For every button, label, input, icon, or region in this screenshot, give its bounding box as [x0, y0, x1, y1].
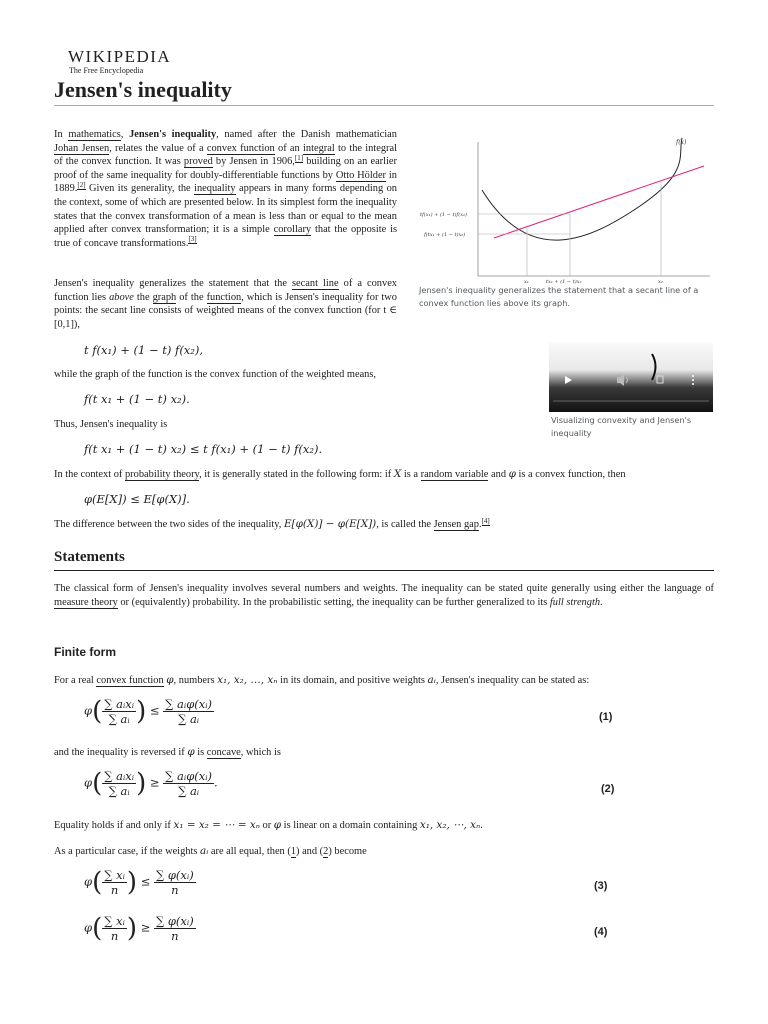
- page-title: Jensen's inequality: [54, 77, 232, 102]
- link-secant-line[interactable]: secant line: [292, 278, 339, 289]
- equation-number-3: (3): [594, 880, 608, 892]
- graph-paragraph: while the graph of the function is the convex function of the weighted means,: [54, 369, 377, 380]
- equation-number-1: (1): [599, 711, 613, 723]
- title-divider: [54, 105, 714, 106]
- link-equation-2[interactable]: 2: [323, 846, 329, 857]
- equation-probability: φ(E[X]) ≤ E[φ(X)].: [84, 492, 190, 506]
- link-random-variable[interactable]: random variable: [420, 469, 489, 480]
- video-frame: [549, 342, 713, 412]
- equality-paragraph: Equality holds if and only if x₁ = x₂ = ⋯ = xₙ or φ is linear on a domain containing x₁, x₂, ⋯, xₙ.: [54, 819, 483, 831]
- convex-secant-figure[interactable]: [420, 128, 712, 284]
- link-mathematics[interactable]: mathematics: [68, 129, 121, 140]
- link-integral[interactable]: integral: [302, 142, 335, 154]
- equation-4: φ( $\frac{\text{∑ xᵢ}}{n}$ ) ≥ $\frac{\text{∑ φ(xᵢ)}}{n}$: [84, 913, 194, 944]
- convex-curve: [482, 138, 682, 240]
- video-progress-bar[interactable]: [553, 400, 709, 402]
- function-value-label: f(tx₁ + (1 − t)x₂): [424, 232, 466, 238]
- link-convex-function[interactable]: convex function: [206, 142, 275, 154]
- equation-secant: t f(x₁) + (1 − t) f(x₂),: [84, 343, 204, 357]
- secant-paragraph: Jensen's inequality generalizes the statement that the secant line of a convex function lies above the graph of the function, which is Jensen's inequality for two points: the secant line consists of weighted means of the convex function (for t ∈ [0,1]),: [54, 278, 397, 330]
- video-player[interactable]: [549, 342, 713, 412]
- equation-2: φ( $\frac{\text{∑ aᵢxᵢ}}{\text{∑ aᵢ}}$ ) ≥ $\frac{\text{∑ aᵢφ(xᵢ)}}{\text{∑ aᵢ}}$ .: [84, 768, 218, 799]
- link-corollary[interactable]: corollary: [273, 224, 312, 236]
- link-measure-theory[interactable]: measure theory: [54, 596, 118, 608]
- section-heading-statements: Statements: [54, 549, 125, 565]
- link-concave[interactable]: concave: [206, 747, 241, 758]
- equation-graph: f(t x₁ + (1 − t) x₂).: [84, 392, 190, 406]
- section-divider: [54, 570, 714, 571]
- link-convex-function-2[interactable]: convex function: [96, 675, 164, 686]
- link-graph[interactable]: graph: [152, 291, 177, 303]
- mid-x-label: tx₁ + (1 − t)x₂: [546, 279, 582, 284]
- fx-label: f(x): [676, 139, 687, 146]
- equation-number-4: (4): [594, 926, 608, 938]
- section-heading-finite-form: Finite form: [54, 645, 116, 659]
- thus-paragraph: Thus, Jensen's inequality is: [54, 419, 168, 430]
- link-jensen-gap[interactable]: Jensen gap: [433, 519, 479, 530]
- link-proved[interactable]: proved: [183, 156, 213, 168]
- link-equation-1[interactable]: 1: [290, 846, 297, 857]
- more-options-icon[interactable]: [692, 375, 694, 377]
- intro-paragraph: In mathematics, Jensen's inequality, named after the Danish mathematician Johan Jensen, relates the value of a convex function of an integral to the integral of the convex function. It was proved by Jensen in 1906,[1] building on an earlier proof of the same inequality for doubly-differentiable functions by Otto Hölder in 1889.[2] Given its generality, the inequality appears in many forms depending on the context, some of which are presented below. In its simplest form the inequality states that the convex transformation of a mean is less than or equal to the mean applied after convex transformation; it is a simple corollary that the opposite is true of concave transformations.[3]: [54, 129, 397, 249]
- volume-icon[interactable]: [617, 374, 624, 386]
- probability-paragraph: In the context of probability theory, it is generally stated in the following form: if X is a random variable and φ is a convex function, then: [54, 468, 626, 480]
- captions-icon[interactable]: [657, 376, 663, 383]
- equation-3: φ( $\frac{\text{∑ xᵢ}}{n}$ ) ≤ $\frac{\text{∑ φ(xᵢ)}}{n}$: [84, 867, 194, 898]
- x1-label: x₁: [524, 279, 529, 284]
- particular-case-paragraph: As a particular case, if the weights aᵢ are all equal, then (1) and (2) become: [54, 845, 367, 857]
- secant-line: [494, 166, 704, 238]
- equation-jensen: f(t x₁ + (1 − t) x₂) ≤ t f(x₁) + (1 − t) f(x₂).: [84, 442, 323, 456]
- video-frame-stroke: [652, 354, 656, 380]
- link-probability-theory[interactable]: probability theory: [124, 469, 200, 480]
- reference-3[interactable]: [3]: [188, 235, 197, 244]
- equation-1: φ( $\frac{\text{∑ aᵢxᵢ}}{\text{∑ aᵢ}}$ ) ≤ $\frac{\text{∑ aᵢφ(xᵢ)}}{\text{∑ aᵢ}}$: [84, 696, 213, 727]
- play-icon[interactable]: [565, 376, 572, 384]
- volume-wave: [626, 377, 628, 383]
- reference-4[interactable]: [4]: [481, 516, 490, 525]
- concave-paragraph: and the inequality is reversed if φ is concave, which is: [54, 746, 281, 758]
- reference-2[interactable]: [2]: [77, 180, 86, 189]
- figure-caption: Jensen's inequality generalizes the statement that a secant line of a convex function lies above its graph.: [419, 285, 699, 308]
- jensen-gap-paragraph: The difference between the two sides of the inequality, E[φ(X)] − φ(E[X]), is called the Jensen gap.[4]: [54, 516, 490, 530]
- x2-label: x₂: [658, 279, 663, 284]
- link-inequality[interactable]: inequality: [194, 183, 236, 195]
- reference-1[interactable]: [1]: [294, 153, 304, 162]
- video-caption: Visualizing convexity and Jensen's inequality: [551, 415, 692, 438]
- equation-number-2: (2): [601, 783, 615, 795]
- wikipedia-logo[interactable]: [68, 48, 171, 76]
- link-johan-jensen[interactable]: Johan Jensen: [54, 142, 110, 154]
- statements-paragraph: The classical form of Jensen's inequality involves several numbers and weights. The inequality can be stated quite generally using either the language of measure theory or (equivalently) probability. In the probabilistic setting, the inequality can be further generalized to its full strength.: [54, 583, 714, 608]
- finite-form-paragraph: For a real convex function φ, numbers x₁, x₂, …, xₙ in its domain, and positive weights aᵢ, Jensen's inequality can be stated as:: [54, 674, 590, 686]
- logo-wordmark: WIKIPEDIA: [68, 47, 172, 66]
- link-function[interactable]: function: [206, 291, 242, 303]
- link-otto-holder[interactable]: Otto Hölder: [335, 169, 387, 181]
- secant-value-label: tf(x₁) + (1 − t)f(x₂): [420, 212, 467, 218]
- logo-tagline: The Free Encyclopedia: [69, 66, 144, 75]
